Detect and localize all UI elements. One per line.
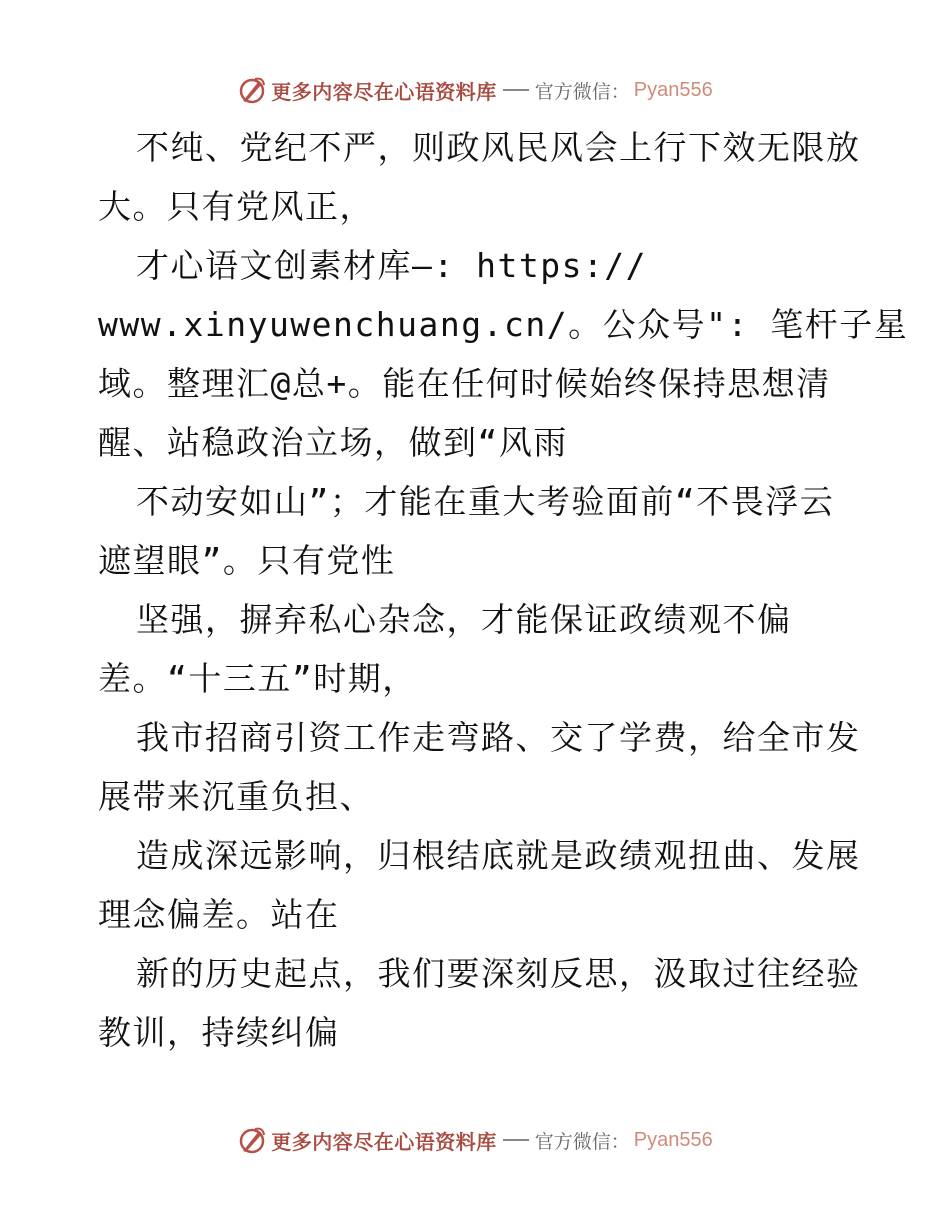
body-line: 理念偏差。站在 (98, 895, 340, 934)
body-line: 教训，持续纠偏 (98, 1013, 340, 1052)
banner-wechat-label: 官方微信： (534, 1130, 630, 1153)
banner-wechat-id: Pyan556 (633, 1128, 713, 1151)
body-line: www.xinyuwenchuang.cn/。公众号": 笔杆子星 (98, 305, 909, 344)
body-line: 醒、站稳政治立场，做到“风雨 (98, 423, 568, 462)
banner-dash (503, 89, 529, 91)
banner-wechat-label: 官方微信： (534, 80, 630, 103)
body-line: 才心语文创素材库—: https:// (136, 246, 648, 285)
banner-main-text: 更多内容尽在心语资料库 (271, 79, 497, 104)
quill-logo-icon (237, 75, 267, 105)
body-line: 不动安如山”；才能在重大考验面前“不畏浮云 (136, 482, 835, 521)
body-line: 新的历史起点，我们要深刻反思，汲取过往经验 (136, 954, 861, 993)
header-banner (0, 70, 950, 110)
body-line: 遮望眼”。只有党性 (98, 541, 396, 580)
banner-wechat-id: Pyan556 (633, 78, 713, 101)
body-line: 坚强，摒弃私心杂念，才能保证政绩观不偏 (136, 600, 792, 639)
footer-banner (0, 1120, 950, 1160)
banner-dash (503, 1139, 529, 1141)
body-line: 展带来沉重负担、 (98, 777, 374, 816)
banner-main-text: 更多内容尽在心语资料库 (271, 1129, 497, 1154)
body-line: 不纯、党纪不严，则政风民风会上行下效无限放 (136, 128, 861, 167)
body-line: 我市招商引资工作走弯路、交了学费，给全市发 (136, 718, 861, 757)
document-body (98, 122, 909, 1066)
body-line: 域。整理汇@总+。能在任何时候始终保持思想清 (98, 364, 831, 403)
quill-logo-icon (237, 1125, 267, 1155)
body-line: 造成深远影响，归根结底就是政绩观扭曲、发展 (136, 836, 861, 875)
body-line: 大。只有党风正， (98, 187, 374, 226)
body-line: 差。“十三五”时期， (98, 659, 417, 698)
